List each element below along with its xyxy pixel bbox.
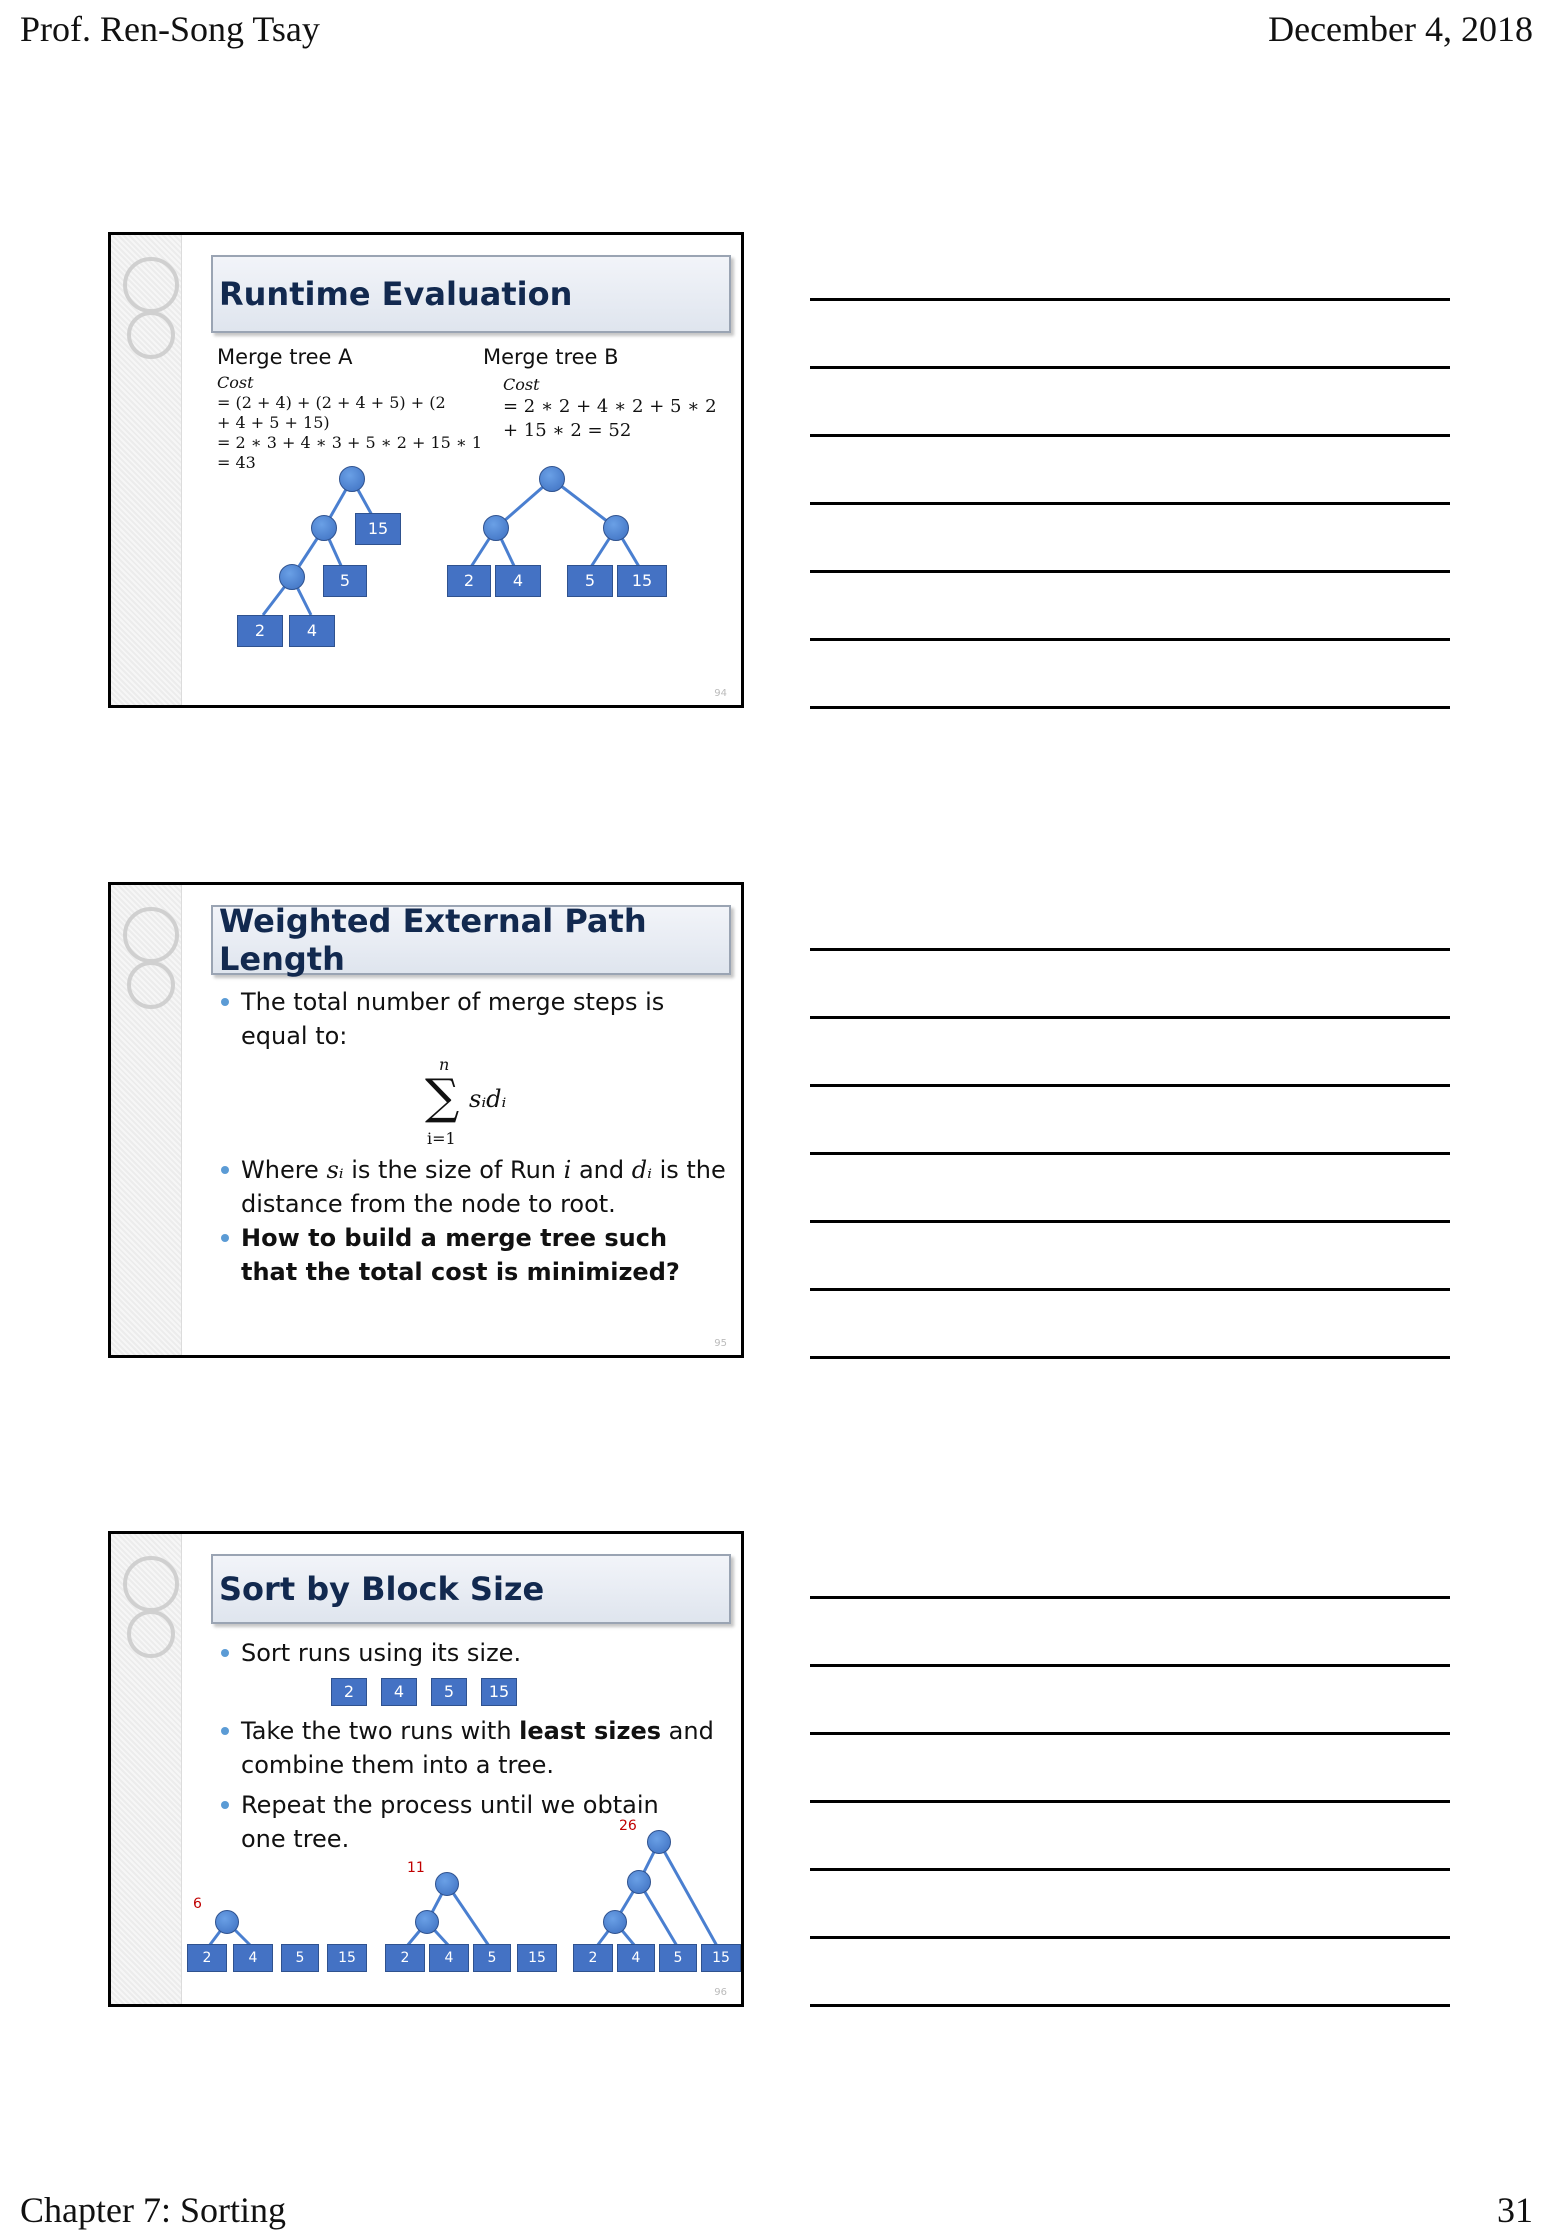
step3-block: 15: [701, 1944, 741, 1972]
sorted-block: 2: [331, 1678, 367, 1706]
tree-b-cost-label: Cost: [503, 375, 540, 394]
step2-block: 15: [517, 1944, 557, 1972]
bullet-icon: [221, 998, 229, 1006]
slide-title-box: [211, 255, 731, 333]
note-line: [810, 1356, 1450, 1359]
step3-node: [603, 1910, 627, 1934]
step1-block: 4: [233, 1944, 273, 1972]
note-line: [810, 1220, 1450, 1223]
slide-number: 96: [714, 1987, 727, 1998]
note-line: [810, 1084, 1450, 1087]
bullet-where: [217, 1153, 727, 1221]
bullet-text: The total number of merge steps is equal to:: [241, 988, 665, 1050]
bullet-text: and combine them into a tree.: [241, 1717, 714, 1779]
step2-node: [435, 1872, 459, 1896]
step3-block: 5: [659, 1944, 697, 1972]
step1-block: 5: [281, 1944, 319, 1972]
slide-stripe: [111, 885, 182, 1355]
tree-b-node: [483, 515, 509, 541]
tree-b-block: 2: [447, 565, 491, 597]
bullet-text: Where: [241, 1156, 327, 1184]
slide-number: 94: [714, 688, 727, 699]
bullet-text: and: [571, 1156, 632, 1184]
header-author: Prof. Ren-Song Tsay: [20, 9, 320, 49]
bullet-text: Sort runs using its size.: [241, 1639, 522, 1667]
bullet-take-two: [217, 1714, 727, 1782]
slide-title-box: [211, 1554, 731, 1624]
note-line: [810, 1152, 1450, 1155]
sorted-block: 15: [481, 1678, 517, 1706]
step3-block: 2: [573, 1944, 613, 1972]
decorative-circles-icon: [121, 245, 181, 365]
step2-block: 5: [473, 1944, 511, 1972]
bullet-repeat: [217, 1788, 687, 1856]
note-line: [810, 1596, 1450, 1599]
bullet-text: Take the two runs with: [241, 1717, 520, 1745]
note-line: [810, 2004, 1450, 2007]
tree-a-block: 5: [323, 565, 367, 597]
bullet-text: is the size of Run: [343, 1156, 564, 1184]
step2-node: [415, 1910, 439, 1934]
bullet-text: Repeat the process until we obtain one tree.: [241, 1791, 659, 1853]
tree-b-root-node: [539, 466, 565, 492]
note-line: [810, 638, 1450, 641]
step1-block: 15: [327, 1944, 367, 1972]
note-line: [810, 502, 1450, 505]
note-line: [810, 1016, 1450, 1019]
symbol-i: i: [563, 1156, 572, 1184]
tree-a-root-node: [339, 466, 365, 492]
footer-page-number: 31: [1497, 2190, 1533, 2230]
slide-stripe: [111, 1534, 182, 2004]
note-line: [810, 570, 1450, 573]
bullet-icon: [221, 1234, 229, 1242]
slide-weighted-external-path-length: [108, 882, 744, 1358]
tree-b-block: 4: [495, 565, 541, 597]
tree-b-label: Merge tree B: [483, 345, 619, 369]
slide-title: Runtime Evaluation: [219, 275, 573, 313]
note-line: [810, 298, 1450, 301]
bullet-text: How to build a merge tree such that the total cost is minimized?: [241, 1224, 680, 1286]
tree-b-cost-line1: = 2 ∗ 2 + 4 ∗ 2 + 5 ∗ 2: [503, 396, 717, 417]
tree-a-cost-line1: = (2 + 4) + (2 + 4 + 5) + (2: [217, 393, 446, 412]
slide-title-box: [211, 902, 731, 978]
tree-a-cost-line2: + 4 + 5 + 15): [217, 413, 330, 432]
sorted-block: 5: [431, 1678, 467, 1706]
footer-chapter: Chapter 7: Sorting: [20, 2190, 286, 2230]
step1-node: [215, 1910, 239, 1934]
bullet-icon: [221, 1801, 229, 1809]
note-line: [810, 434, 1450, 437]
tree-a-block: 4: [289, 615, 335, 647]
tree-a-cost-line3: = 2 ∗ 3 + 4 ∗ 3 + 5 ∗ 2 + 15 ∗ 1: [217, 433, 483, 452]
note-line: [810, 1288, 1450, 1291]
sorted-block: 4: [381, 1678, 417, 1706]
tree-b-cost-line2: + 15 ∗ 2 = 52: [503, 420, 632, 441]
slide-title: Sort by Block Size: [219, 1570, 545, 1608]
symbol-si: sᵢ: [326, 1156, 344, 1184]
formula-sigma: ∑: [425, 1069, 460, 1125]
bullet-question: [217, 1221, 727, 1289]
note-line: [810, 1664, 1450, 1667]
tree-a-node: [279, 564, 305, 590]
step3-node: [627, 1870, 651, 1894]
note-line: [810, 948, 1450, 951]
formula-lower-limit: i=1: [427, 1129, 456, 1148]
decorative-circles-icon: [121, 895, 181, 1015]
formula-term: sᵢdᵢ: [469, 1085, 507, 1113]
bullet-icon: [221, 1727, 229, 1735]
note-line: [810, 1800, 1450, 1803]
step2-block: 4: [429, 1944, 469, 1972]
slide-runtime-evaluation: [108, 232, 744, 708]
tree-a-block: 2: [237, 615, 283, 647]
slide-title: Weighted External Path Length: [219, 902, 647, 978]
header-date: December 4, 2018: [1268, 9, 1533, 49]
note-line: [810, 706, 1450, 709]
tree-b-node: [603, 515, 629, 541]
bullet-icon: [221, 1166, 229, 1174]
tree-a-label: Merge tree A: [217, 345, 353, 369]
bullet-sort-runs: [217, 1636, 727, 1670]
step3-block: 4: [617, 1944, 655, 1972]
step3-node: [647, 1830, 671, 1854]
step1-block: 2: [187, 1944, 227, 1972]
tree-a-node: [311, 515, 337, 541]
tree-a-cost-line4: = 43: [217, 453, 256, 472]
formula-upper-limit: n: [439, 1055, 450, 1074]
bullet-text: is the distance from the node to root.: [241, 1156, 726, 1218]
decorative-circles-icon: [121, 1544, 181, 1664]
bullet-bold-text: least sizes: [519, 1717, 662, 1745]
tree-b-block: 15: [617, 565, 667, 597]
note-line: [810, 1868, 1450, 1871]
note-line: [810, 366, 1450, 369]
slide-stripe: [111, 235, 182, 705]
slide-sort-by-block-size: [108, 1531, 744, 2007]
step1-cost-label: 6: [193, 1896, 202, 1912]
note-line: [810, 1732, 1450, 1735]
step2-block: 2: [385, 1944, 425, 1972]
tree-a-cost-label: Cost: [217, 373, 254, 392]
bullet-icon: [221, 1649, 229, 1657]
bullet-merge-steps: [217, 985, 727, 1053]
slide-number: 95: [714, 1338, 727, 1349]
tree-b-block: 5: [567, 565, 613, 597]
note-line: [810, 1936, 1450, 1939]
symbol-di: dᵢ: [631, 1156, 652, 1184]
step2-cost-label: 11: [407, 1860, 425, 1876]
step3-cost-label: 26: [619, 1818, 637, 1834]
tree-a-block: 15: [355, 513, 401, 545]
